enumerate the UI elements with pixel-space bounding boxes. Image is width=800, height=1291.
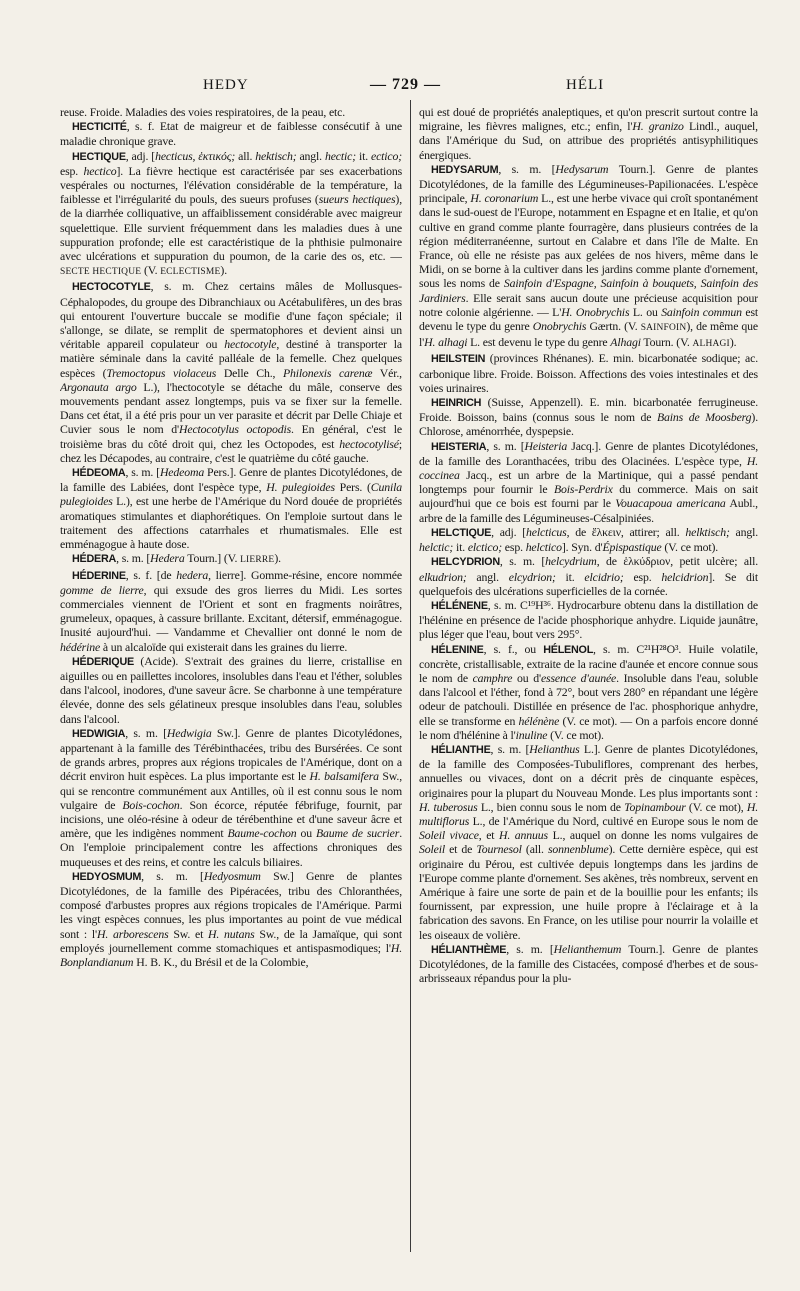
dictionary-entry <box>419 554 758 598</box>
headword: HEINRICH <box>431 397 482 410</box>
dictionary-entry <box>60 465 402 551</box>
entry-text: , adj. [ <box>491 524 527 539</box>
dictionary-entry <box>60 551 402 567</box>
entry-text: , s. m. [ <box>506 941 554 956</box>
entry-text: H. B. K., du Brésil et de la Colombie, <box>133 954 309 969</box>
headword: HEDYOSMUM <box>72 870 142 883</box>
entry-text: Sw.]. Genre de plantes Dicotylédones, appartenant à la famille des Térébinthacées, tribu des Bursérées. Ce sont de grands arbres, propres aux régions tropicales de l'Amérique, dont on a décrit environ huit espèces. La plus importante est le <box>60 725 402 784</box>
entry-text: qui est doué de propriétés analeptiques, et qu'on prescrit surtout contre la migraine, les fièvres malignes, etc.; enfin, l' <box>419 105 758 134</box>
entry-italic-text: helctico <box>525 540 562 555</box>
entry-text: Tourn.]. Genre de plantes Dicotylédones, de la famille des Cistacées, composé d'herbes et de sous-arbrisseaux répandus pour la plu- <box>419 941 758 986</box>
entry-text: ). <box>220 263 227 278</box>
entry-text: L., de l'Amérique du Nord, cultivé en Europe sous le nom de <box>469 813 758 828</box>
entry-text: Sw., de la Jamaïque, qui sont employés journellement comme stomachiques et antispasmodiques; l' <box>60 926 402 955</box>
dictionary-entry <box>419 162 758 352</box>
entry-text: est devenu le type du genre <box>419 304 758 334</box>
cross-reference: SAINFOIN <box>640 323 687 334</box>
cross-reference: LIERRE <box>240 555 275 566</box>
entry-italic-text: Hectocotylus octopodis <box>179 422 292 437</box>
running-head-right: HÉLI <box>566 77 605 93</box>
entry-text: L.), est une herbe de l'Amérique du Nord douée de propriétés aromatiques stimulantes et diaphorétiques. On l'emploie surtout dans le traitement des affections catarrhales et rhumatismales. Elle est emménagogue à haute dose. <box>60 494 402 552</box>
entry-text: , et <box>478 828 500 843</box>
entry-text: L., auquel on donne les noms vulgaires de <box>548 828 758 843</box>
entry-italic-text: Soleil vivace <box>419 828 479 843</box>
entry-italic-text: helcidrion <box>661 569 709 584</box>
entry-italic-text: Hedera <box>150 551 185 566</box>
entry-italic-text: H. coronarium <box>470 191 539 206</box>
entry-italic-text: Sainfoin d'Espagne, Sainfoin à bouquets, Sainfoin des Jardiniers <box>419 276 758 305</box>
entry-text: angl. <box>296 148 325 163</box>
entry-italic-text: Helianthemum <box>553 941 622 956</box>
entry-italic-text: Hedeoma <box>159 465 205 480</box>
entry-italic-text: camphre <box>472 670 513 685</box>
entry-italic-text: Alhagi <box>610 335 641 350</box>
entry-text: ). Cette dernière espèce, qui est originaire du Pérou, est cultivée depuis longtemps dans les jardins de l'Europe comme plante d'ornement. Ses akènes, très nombreux, servent en Amérique à faire une sorte de pain et de la bouillie pour les enfants; ils fournissent, par expression, une huile propre à l'éclairage et à la fabrication des savons. En France, on les utilise pour nourrir la volaille et les oiseaux de volière. <box>419 842 758 942</box>
entry-italic-text: Philonexis carenæ <box>283 365 373 380</box>
entry-text: Sw.] Genre de plantes Dicotylédones, de la famille des Pipéracées, tribu des Chloranthées, composé d'arbustes propres aux régions tropicales de l'Amérique. Parmi les vingt espèces connues, les plus importantes au point de vue médical sont : l' <box>60 868 402 941</box>
entry-text: ]. Syn. d' <box>561 540 603 555</box>
entry-italic-text: Onobrychis <box>532 319 587 334</box>
entry-italic-text: H. multiflorus <box>419 799 758 828</box>
entry-text: L.), l'hectocotyle se détache du mâle, conserve des mouvements pendant assez longtemps, puis va se fixer sur la femelle. Dans cet état, il a été pris pour un ver parasite et décrit par Delle Chiaje et Cuvier sous le nom d' <box>60 379 402 437</box>
entry-italic-text: Hedyosmum <box>203 868 261 883</box>
entry-text: , s. f. [de <box>125 567 177 582</box>
entry-italic-text: Tournesol <box>476 842 522 857</box>
entry-text: Jacq.]. Genre de plantes Dicotylédones, de la famille des Loranthacées, tribu des Olacinées. L'espèce type, <box>419 438 758 468</box>
headword: HEILSTEIN <box>431 353 486 366</box>
dictionary-entry <box>60 726 402 869</box>
entry-text: (V. ce mot). <box>547 727 604 742</box>
headword: HEDYSARUM <box>431 163 499 176</box>
entry-italic-text: H. balsamifera <box>309 769 379 784</box>
headword: HÉLIANTHE <box>431 743 491 756</box>
entry-text: angl. <box>466 569 509 584</box>
entry-text: , de ἑλκύδριον, petit ulcère; all. <box>596 554 758 569</box>
entry-italic-text: hectic; <box>324 148 356 163</box>
dictionary-entry <box>60 869 402 969</box>
entry-text: , s. f., ou <box>483 641 544 656</box>
entry-text: ), de même que l' <box>419 319 758 350</box>
entry-text: , adj. [ <box>125 148 156 163</box>
entry-text: Aubl., arbre de la famille des Légumineuses-Césalpiniées. <box>419 496 758 525</box>
entry-text: it. <box>453 540 468 555</box>
headword: HÉDERIQUE <box>72 655 134 668</box>
entry-text: Tourn.]. Genre de plantes Dicotylédones, de la famille des Légumineuses-Papilionacées. L'espèce principale, <box>419 161 758 206</box>
entry-text: L.]. Genre de plantes Dicotylédones, de la famille des Composées-Tubuliflores, comprenant des herbes, annuelles ou vivaces, dont on a décrit près de cinquante espèces, originaires pour la plupart du Nouveau Monde. Les plus importants sont : <box>419 741 758 800</box>
entry-italic-text: elcidrio; <box>584 569 624 584</box>
entry-italic-text: Argonauta argo <box>60 379 137 394</box>
dictionary-entry <box>419 395 758 439</box>
dictionary-entry <box>419 742 758 942</box>
entry-text: it. <box>356 148 371 163</box>
entry-text: (Suisse, Appenzell). E. min. bicarbonatée ferrugineuse. Froide. Boisson, bains (connus sous le nom de <box>419 395 758 425</box>
headword: HELCTIQUE <box>431 526 492 539</box>
entry-text: . Elle serait sans aucun doute une précieuse acquisition pour notre colonie algérienne. — L' <box>419 290 758 319</box>
headword: HEDWIGIA <box>72 727 126 740</box>
entry-text: Jacq., est un arbre de la Martinique, qui a passé pendant longtemps pour fournir le <box>419 468 758 497</box>
entry-italic-text: ectico; <box>370 148 402 163</box>
dictionary-entry <box>419 642 758 742</box>
headword: HÉLÉNENE <box>431 599 488 612</box>
entry-text: ). <box>729 335 737 350</box>
entry-text: , s. m. [ <box>499 554 546 569</box>
entry-text: , s. m. [ <box>498 161 556 176</box>
dictionary-entry <box>419 351 758 395</box>
entry-italic-text: hectocotylisé <box>339 436 399 451</box>
entry-text: (V. ce mot). <box>661 540 719 555</box>
entry-text: , s. m. C²¹H²⁸O³. Huile volatile, concrète, cristallisable, extraite de la racine d'aunée et encore connue sous le nom de <box>419 641 758 685</box>
entry-italic-text: Cunila pulegioides <box>60 480 402 509</box>
entry-italic-text: H. arborescens <box>96 926 169 941</box>
entry-text: L., est une herbe vivace qui croît spontanément dans le sud-ouest de l'Europe, notamment en Espagne et en Italie, et qu'on cultive en grand comme plante fourragère, dans plusieurs contrées de la région méditerranéenne, surtout en Calabre et dans l'île de Malte. En France, où elle ne résiste pas aux gelées de nos hivers, même dans le Midi, on se borne à la cultiver dans les jardins comme plante d'ornement, sous les noms de <box>419 191 758 291</box>
entry-text: (all. <box>521 842 548 857</box>
entry-text: (V. ce mot). — On a parfois encore donné le nom d'hélénine à l' <box>419 713 758 742</box>
entry-italic-text: helcticus <box>526 524 567 539</box>
headword: HÉLENINE <box>431 643 484 656</box>
entry-italic-text: Heisteria <box>524 438 568 453</box>
entry-italic-text: gomme de lierre <box>60 582 144 597</box>
entry-italic-text: H. coccinea <box>419 453 758 483</box>
entry-text: Sw., qui se rencontre communément aux Antilles, où il est connu sous le nom vulgaire de <box>60 769 402 812</box>
right-column <box>419 105 758 1255</box>
entry-italic-text: helcydrium <box>545 554 597 569</box>
dictionary-entry <box>419 439 758 525</box>
entry-italic-text: Tremoctopus violaceus <box>106 365 217 380</box>
entry-text: , s. m. [ <box>141 868 204 883</box>
entry-text: , qui exsude des gros lierres du Midi. Les sortes commerciales viennent de l'Orient et sont en fragments noirâtres, grumeleux, opaques, à cassure brillante. Excitant, détersif, emménagogue. Inusité aujourd'hui. — Vandamme et Chevallier ont donné le nom de <box>60 582 402 640</box>
entry-italic-text: Soleil <box>419 842 445 857</box>
entry-italic-text: Épispastique <box>602 540 662 555</box>
entry-text: L. est devenu le type du genre <box>467 335 611 350</box>
cross-reference: ECLECTISME <box>160 267 221 278</box>
entry-italic-text: helctic; <box>419 540 454 555</box>
entry-text: . Insoluble dans l'eau, soluble dans l'alcool et l'éther, fond à 72°, bout vers 280° en répandant une légère odeur de patchouli. Distillée en présence de l'ac. phosphorique anhydre, elle se transforme en <box>419 670 758 728</box>
entry-text: esp. <box>502 540 526 555</box>
entry-text: , s. m. [ <box>125 465 160 480</box>
entry-italic-text: Bains de Moosberg <box>656 410 752 425</box>
dictionary-entry <box>419 598 758 642</box>
entry-text: Gærtn. (V. <box>586 319 641 334</box>
entry-text: ou <box>296 826 316 841</box>
entry-text: Tourn.] (V. <box>184 551 241 566</box>
entry-text: (V. ce mot), <box>685 799 747 814</box>
entry-italic-text: Vouacapoua americana <box>615 496 726 511</box>
entry-text: L., bien connu sous le nom de <box>477 799 625 814</box>
headword: HÉLIANTHÈME <box>431 943 507 956</box>
dictionary-entry <box>419 942 758 986</box>
left-column <box>60 105 402 1255</box>
headword-variant: HÉLENOL <box>543 643 594 656</box>
entry-italic-text: Bois-Perdrix <box>554 482 613 497</box>
entry-italic-text: Hedwigia <box>166 725 212 740</box>
entry-text: ou d' <box>512 670 541 685</box>
entry-continuation <box>60 105 402 119</box>
entry-text: esp. <box>623 569 662 584</box>
entry-italic-text: elctico; <box>467 540 502 555</box>
page-number: — 729 — <box>370 76 441 93</box>
entry-text: reuse. Froide. Maladies des voies respiratoires, de la peau, etc. <box>60 105 346 119</box>
entry-continuation <box>419 105 758 162</box>
entry-text: ), de la diarrhée colliquative, un affaiblissement considérable avec maigreur squelettique. Elle survient fréquemment dans les maladies dues à une suppuration profonde; elle est caractéristique de la phthisie pulmonaire avec ulcérations et suppuration du poumon, de la carie des os, etc. — <box>60 192 402 264</box>
entry-italic-text: sueurs hectiques <box>318 192 396 207</box>
entry-text: ). <box>274 551 281 566</box>
entry-italic-text: Sainfoin commun <box>661 304 742 319</box>
column-divider <box>410 100 411 1252</box>
entry-text: ). Chlorose, aménorrhée, dyspepsie. <box>419 410 758 439</box>
entry-text: ; chez les Décapodes, au contraire, c'est le quatrième du côté gauche. <box>60 436 402 465</box>
entry-text: L. ou <box>629 304 662 319</box>
entry-italic-text: helktisch; <box>685 524 730 539</box>
entry-text: Lindl., auquel, dans l'Amérique du Sud, on attribue des propriétés antisyphilitiques énergiques. <box>419 119 758 162</box>
entry-text: , s. m. [ <box>116 551 151 566</box>
entry-text: , s. m. [ <box>486 438 525 453</box>
dictionary-entry <box>60 654 402 726</box>
entry-text: it. <box>555 569 585 584</box>
entry-text: , s. m. Chez certains mâles de Mollusques-Céphalopodes, du groupe des Dibranchiaux ou Acétabulifères, un des bras qui entourent l'ouverture buccale se modifie d'une façon spéciale; il s'allonge, se dilate, se remplit de spermatophores et devient ainsi un véritable appareil copulateur ou <box>60 279 402 352</box>
entry-italic-text: inuline <box>515 727 548 742</box>
dictionary-entry <box>60 149 402 280</box>
entry-italic-text: H. pulegioides <box>266 480 335 495</box>
entry-italic-text: H. annuus <box>499 828 548 843</box>
entry-italic-text: Hedysarum <box>555 161 609 176</box>
running-head-left: HEDY <box>203 77 249 93</box>
entry-text: Pers.]. Genre de plantes Dicotylédones, de la famille des Labiées, dont l'espèce type, <box>60 465 402 495</box>
entry-italic-text: hectico <box>83 163 117 178</box>
entry-text: , de ἕλκειν, attirer; all. <box>566 524 686 539</box>
entry-text: , s. f. Etat de maigreur et de faiblesse consécutif à une maladie chronique grave. <box>60 119 402 149</box>
entry-text: , s. m. C¹⁹H³⁶. Hydrocarbure obtenu dans la distillation de l'hélénine en présence de l'acide phosphorique anhydre. Liquide jaunâtre, plus léger que l'eau, bout vers 295°. <box>419 597 758 642</box>
entry-text: . Son écorce, réputée fébrifuge, fournit, par incisions, une oléo-résine à odeur de térébenthine et d'une saveur âcre et amère, que les indigènes nomment <box>60 797 402 841</box>
entry-italic-text: H. tuberosus <box>419 799 478 814</box>
entry-text: Delle Ch., <box>216 365 283 380</box>
entry-italic-text: Bois-cochon <box>122 797 180 812</box>
cross-reference: SECTE HECTIQUE <box>60 267 142 278</box>
headword: HECTOCOTYLE <box>72 281 151 294</box>
entry-text: Vér., <box>372 365 402 380</box>
entry-italic-text: H. nutans <box>208 926 255 941</box>
dictionary-entry <box>60 568 402 654</box>
headword: HELCYDRION <box>431 556 500 569</box>
entry-italic-text: hedera <box>176 567 209 582</box>
entry-text: du commerce. Mais on sait aujourd'hui que ce bois est fourni par le <box>419 482 758 511</box>
entry-italic-text: hecticus, ἑκτικός; <box>155 148 236 163</box>
dictionary-entry <box>60 279 402 465</box>
entry-text: (provinces Rhénanes). E. min. bicarbonatée sodique; ac. carbonique libre. Froide. Boisson. Affections des voies intestinales et des voies urinaires. <box>419 351 758 395</box>
entry-italic-text: H. alhagi <box>424 335 468 350</box>
entry-italic-text: hectocotyle <box>224 337 277 352</box>
entry-italic-text: Baume-cochon <box>227 826 297 841</box>
entry-italic-text: elkudrion; <box>419 569 467 584</box>
headword: HECTICITÉ <box>72 121 127 134</box>
headword: HÉDERA <box>72 553 117 566</box>
entry-italic-text: H. Onobrychis <box>561 304 630 319</box>
entry-italic-text: Topinambour <box>624 799 686 814</box>
entry-text: , destiné à transporter la matière séminale dans la cavité palléale de la femelle. Chez quelques espèces ( <box>60 337 402 380</box>
dictionary-entry <box>419 525 758 554</box>
entry-text: , s. m. [ <box>125 725 167 740</box>
entry-text: Sw. et <box>168 926 209 941</box>
headword: HÉDEOMA <box>72 467 126 480</box>
headword: HECTIQUE <box>72 150 126 163</box>
entry-italic-text: H. granizo <box>632 119 684 134</box>
entry-text: (V. <box>141 263 161 278</box>
entry-text: Tourn. (V. <box>640 335 693 350</box>
entry-text: esp. <box>60 163 84 178</box>
cross-reference: ALHAGI <box>692 339 730 350</box>
entry-text: Pers. ( <box>334 480 371 495</box>
entry-text: , lierre]. Gomme-résine, encore nommée <box>208 567 402 582</box>
entry-italic-text: hektisch; <box>255 148 297 163</box>
headword: HEISTERIA <box>431 440 487 453</box>
entry-italic-text: elcydrion; <box>508 569 556 584</box>
entry-italic-text: Helianthus <box>529 741 580 756</box>
entry-text: ]. La fièvre hectique est caractérisée par ses exacerbations vespérales ou nocturnes, l'élévation considérable de la température, la faiblesse et l'irrégularité du pouls, des sueurs profuses ( <box>60 163 402 207</box>
entry-italic-text: essence d'aunée <box>540 670 617 685</box>
headword: HÉDERINE <box>72 569 126 582</box>
entry-italic-text: Baume de sucrier <box>315 826 400 841</box>
entry-text: , s. m. [ <box>490 741 530 756</box>
entry-italic-text: hélénène <box>518 713 560 728</box>
entry-text: à un alcaloïde qui existerait dans les graines du lierre. <box>100 639 348 654</box>
entry-text: . On l'emploie principalement contre les affections chroniques des muqueuses et des reins, et contre les calculs biliaires. <box>60 826 402 869</box>
entry-text: et de <box>444 842 477 857</box>
entry-text: . En général, c'est le troisième bras du côté droit qui, chez les Octopodes, est <box>60 422 402 451</box>
entry-text: all. <box>235 148 256 163</box>
entry-text: (Acide). S'extrait des graines du lierre, cristallise en aiguilles ou en paillettes incolores, insolubles dans l'eau et l'éther, solubles dans l'alcool, inodores, d'une saveur âcre. Se charbonne à une température élevée, donne des sels gélatineux presque insolubles dans l'eau, solubles dans l'alcool. <box>60 653 402 726</box>
entry-italic-text: H. Bonplandianum <box>60 940 402 969</box>
dictionary-entry <box>60 119 402 148</box>
entry-italic-text: sonnenblume <box>547 842 609 857</box>
entry-italic-text: hédérine <box>60 639 101 654</box>
entry-text: ]. Se dit quelquefois des ulcérations superficielles de la cornée. <box>419 569 758 598</box>
entry-text: angl. <box>729 524 758 539</box>
